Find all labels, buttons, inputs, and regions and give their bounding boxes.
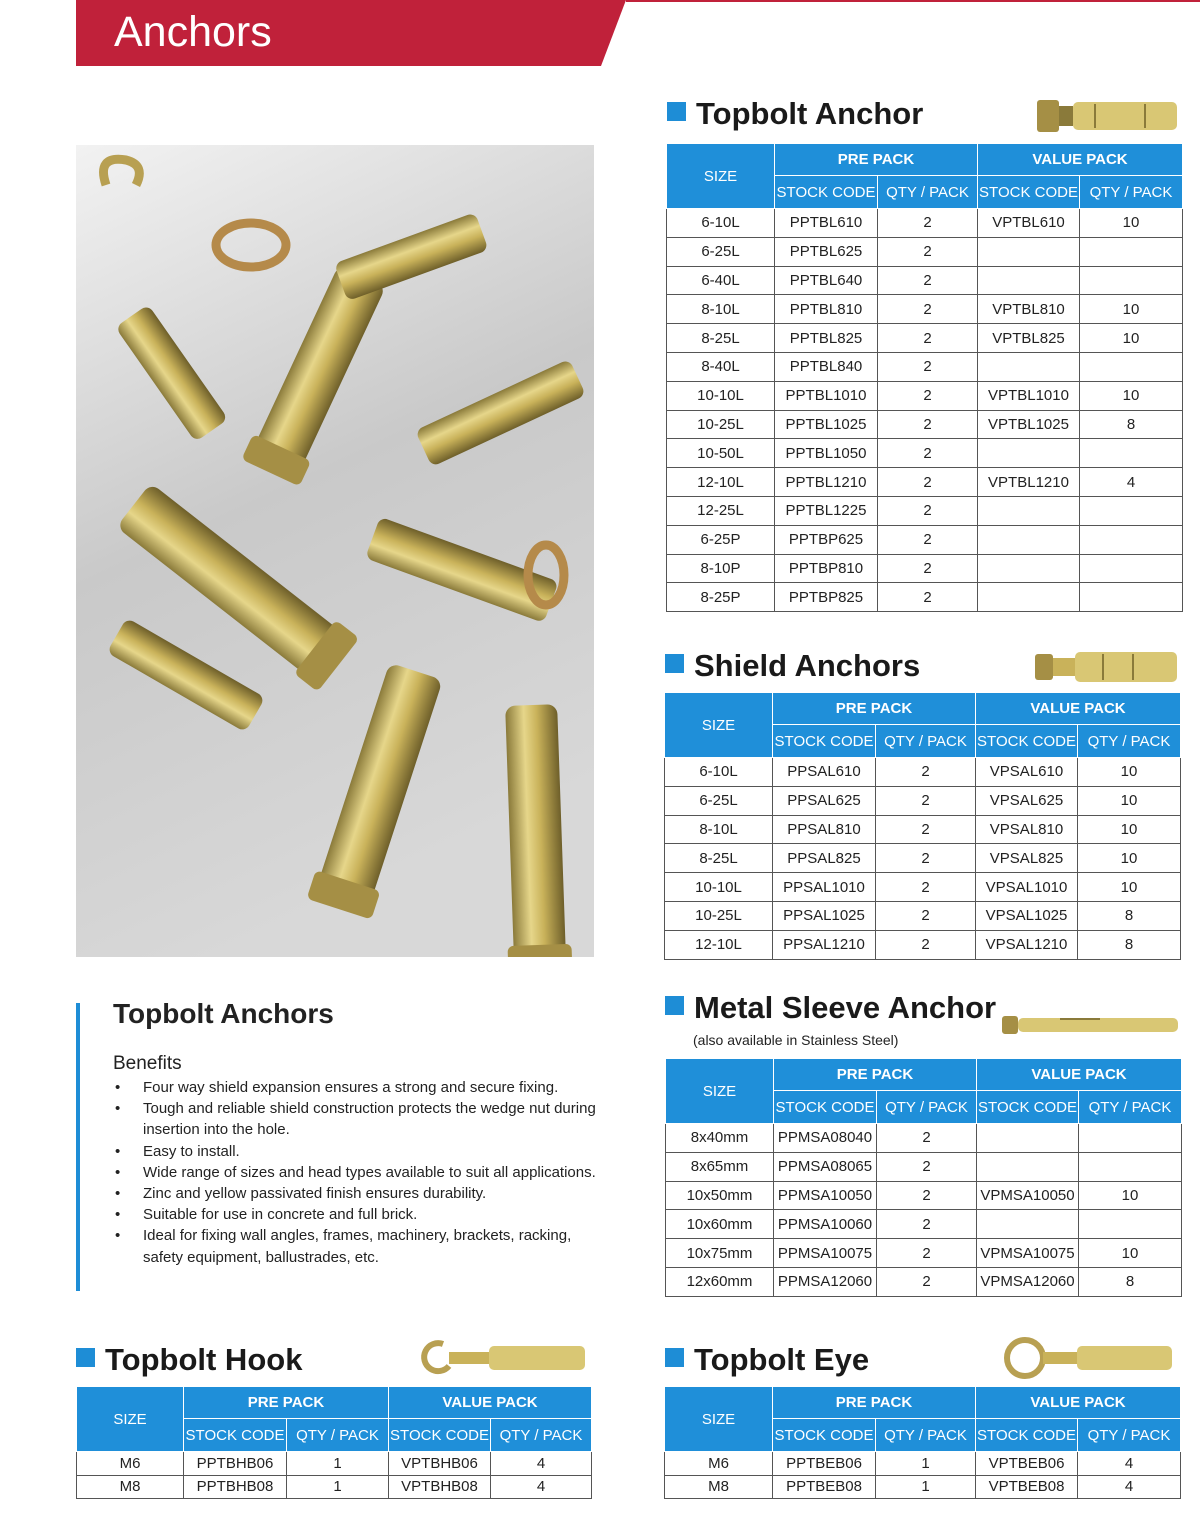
table-row [665,1452,1181,1476]
cell-pre-pack-qty: 1 [876,1475,976,1499]
square-bullet-icon [76,1348,95,1367]
benefit-item: • Four way shield expansion ensures a strong and secure fixing. [113,1077,603,1098]
cell-value-pack-stock-code: VPTBEB08 [976,1475,1078,1499]
cell-value-pack-qty [1079,1152,1182,1181]
benefit-item: • Wide range of sizes and head types available to suit all applications. [113,1162,603,1183]
cell-pre-pack-qty: 1 [287,1475,389,1499]
cell-pre-pack-stock-code: PPMSA08040 [774,1124,877,1153]
square-bullet-icon [665,654,684,673]
cell-pre-pack-stock-code: PPTBL1025 [775,410,878,439]
column-header-size: SIZE [665,1387,773,1452]
cell-pre-pack-qty: 2 [876,901,976,930]
cell-pre-pack-qty: 2 [876,758,976,787]
table-row [667,324,1183,353]
table-row [666,1239,1182,1268]
table-row [667,209,1183,238]
benefit-item: • Suitable for use in concrete and full brick. [113,1204,603,1225]
cell-pre-pack-stock-code: PPMSA10060 [774,1210,877,1239]
column-header-stock-code: STOCK CODE [977,1091,1079,1124]
column-header-stock-code: STOCK CODE [976,725,1078,758]
table-row [667,352,1183,381]
cell-value-pack-qty: 8 [1079,1267,1182,1296]
cell-size: 12x60mm [666,1267,774,1296]
column-header-size: SIZE [666,1059,774,1124]
cell-pre-pack-qty: 2 [876,873,976,902]
page-title: Anchors [114,8,272,56]
cell-value-pack-qty [1080,554,1183,583]
column-header-qty-pack: QTY / PACK [877,1091,977,1124]
cell-size: 6-25P [667,525,775,554]
column-header-pre-pack: PRE PACK [773,1387,976,1419]
cell-size: M6 [77,1452,184,1476]
column-header-qty-pack: QTY / PACK [1080,176,1183,209]
cell-value-pack-stock-code: VPTBL825 [978,324,1080,353]
cell-value-pack-stock-code: VPTBL1025 [978,410,1080,439]
table-row [667,266,1183,295]
cell-size: 8x65mm [666,1152,774,1181]
column-header-value-pack: VALUE PACK [389,1387,592,1419]
table-row [667,439,1183,468]
column-header-value-pack: VALUE PACK [978,144,1183,176]
cell-size: M8 [77,1475,184,1499]
product-photo [76,145,594,957]
column-header-qty-pack: QTY / PACK [1078,725,1181,758]
column-header-qty-pack: QTY / PACK [878,176,978,209]
cell-value-pack-qty [1079,1210,1182,1239]
column-header-value-pack: VALUE PACK [976,1387,1181,1419]
cell-value-pack-qty: 10 [1078,873,1181,902]
cell-value-pack-qty: 10 [1080,209,1183,238]
cell-pre-pack-qty: 2 [877,1267,977,1296]
cell-value-pack-stock-code: VPSAL1210 [976,930,1078,959]
cell-value-pack-qty: 10 [1079,1181,1182,1210]
cell-size: 6-10L [665,758,773,787]
column-header-qty-pack: QTY / PACK [876,725,976,758]
table-row [667,381,1183,410]
metal-sleeve-anchor-product-icon [1000,1010,1182,1040]
cell-value-pack-qty: 4 [1078,1475,1181,1499]
cell-size: 10-10L [665,873,773,902]
cell-pre-pack-qty: 2 [878,352,978,381]
cell-pre-pack-qty: 2 [878,439,978,468]
topbolt-anchor-table [666,143,1183,612]
column-header-pre-pack: PRE PACK [184,1387,389,1419]
cell-pre-pack-stock-code: PPTBHB08 [184,1475,287,1499]
table-row [666,1124,1182,1153]
benefits-subtitle: Benefits [113,1053,182,1074]
cell-size: 8-25L [665,844,773,873]
cell-pre-pack-stock-code: PPTBHB06 [184,1452,287,1476]
cell-value-pack-stock-code: VPSAL610 [976,758,1078,787]
topbolt-anchor-product-icon [1035,96,1180,136]
cell-value-pack-qty: 8 [1080,410,1183,439]
topbolt-hook-title-text: Topbolt Hook [105,1342,303,1377]
cell-size: 8-10P [667,554,775,583]
cell-pre-pack-qty: 2 [876,930,976,959]
cell-size: M8 [665,1475,773,1499]
cell-pre-pack-stock-code: PPTBL1210 [775,468,878,497]
cell-pre-pack-stock-code: PPTBL625 [775,237,878,266]
cell-value-pack-stock-code: VPSAL625 [976,786,1078,815]
topbolt-hook-product-icon [415,1334,588,1382]
table-row [665,844,1181,873]
column-header-qty-pack: QTY / PACK [491,1419,592,1452]
table-row [667,295,1183,324]
cell-value-pack-stock-code [978,496,1080,525]
column-header-stock-code: STOCK CODE [389,1419,491,1452]
benefit-item: • Easy to install. [113,1141,603,1162]
cell-value-pack-stock-code: VPMSA10075 [977,1239,1079,1268]
cell-pre-pack-qty: 2 [878,583,978,612]
cell-value-pack-qty: 4 [1078,1452,1181,1476]
column-header-value-pack: VALUE PACK [977,1059,1182,1091]
topbolt-hook-title [76,1342,302,1378]
cell-pre-pack-qty: 1 [287,1452,389,1476]
cell-pre-pack-stock-code: PPMSA10075 [774,1239,877,1268]
table-row [666,1210,1182,1239]
table-row [667,496,1183,525]
table-row [665,786,1181,815]
column-header-stock-code: STOCK CODE [774,1091,877,1124]
cell-value-pack-stock-code [977,1210,1079,1239]
table-row [665,758,1181,787]
column-header-stock-code: STOCK CODE [184,1419,287,1452]
cell-value-pack-stock-code [977,1124,1079,1153]
cell-pre-pack-stock-code: PPMSA10050 [774,1181,877,1210]
cell-size: 10x75mm [666,1239,774,1268]
table-row [666,1152,1182,1181]
cell-value-pack-stock-code [978,352,1080,381]
cell-value-pack-qty [1080,525,1183,554]
cell-value-pack-qty: 10 [1080,295,1183,324]
cell-size: 10-25L [665,901,773,930]
cell-value-pack-qty [1080,583,1183,612]
column-header-pre-pack: PRE PACK [774,1059,977,1091]
cell-value-pack-stock-code [978,554,1080,583]
benefits-accent-bar [76,1003,80,1291]
cell-pre-pack-stock-code: PPSAL1025 [773,901,876,930]
cell-value-pack-qty [1080,439,1183,468]
column-header-qty-pack: QTY / PACK [876,1419,976,1452]
table-row [77,1452,592,1476]
cell-value-pack-qty: 4 [491,1452,592,1476]
cell-pre-pack-qty: 2 [877,1239,977,1268]
metal-sleeve-title [665,990,996,1026]
column-header-qty-pack: QTY / PACK [1079,1091,1182,1124]
cell-value-pack-stock-code: VPSAL825 [976,844,1078,873]
column-header-stock-code: STOCK CODE [773,725,876,758]
benefit-item: • Zinc and yellow passivated finish ensures durability. [113,1183,603,1204]
cell-pre-pack-qty: 2 [878,410,978,439]
table-row [665,901,1181,930]
square-bullet-icon [665,996,684,1015]
cell-pre-pack-stock-code: PPTBL610 [775,209,878,238]
table-row [667,237,1183,266]
cell-size: 10-50L [667,439,775,468]
cell-value-pack-stock-code: VPSAL1025 [976,901,1078,930]
cell-size: 12-10L [667,468,775,497]
cell-size: 10-25L [667,410,775,439]
column-header-pre-pack: PRE PACK [773,693,976,725]
cell-value-pack-qty [1080,352,1183,381]
column-header-pre-pack: PRE PACK [775,144,978,176]
cell-value-pack-stock-code: VPTBL1010 [978,381,1080,410]
cell-pre-pack-stock-code: PPTBL825 [775,324,878,353]
column-header-size: SIZE [77,1387,184,1452]
cell-value-pack-stock-code: VPSAL810 [976,815,1078,844]
cell-value-pack-qty: 10 [1078,844,1181,873]
table-row [667,554,1183,583]
cell-pre-pack-qty: 2 [878,381,978,410]
cell-pre-pack-stock-code: PPMSA12060 [774,1267,877,1296]
column-header-qty-pack: QTY / PACK [1078,1419,1181,1452]
cell-value-pack-qty [1080,237,1183,266]
cell-pre-pack-stock-code: PPTBL1225 [775,496,878,525]
cell-pre-pack-qty: 2 [878,237,978,266]
table-row [667,525,1183,554]
table-row [667,583,1183,612]
cell-value-pack-stock-code: VPTBEB06 [976,1452,1078,1476]
cell-size: 8-25L [667,324,775,353]
table-row [665,930,1181,959]
shield-anchors-title-text: Shield Anchors [694,648,921,683]
cell-pre-pack-qty: 2 [876,815,976,844]
cell-pre-pack-qty: 2 [878,554,978,583]
cell-pre-pack-stock-code: PPSAL625 [773,786,876,815]
cell-size: 6-10L [667,209,775,238]
cell-value-pack-stock-code [978,583,1080,612]
cell-value-pack-stock-code [977,1152,1079,1181]
cell-pre-pack-qty: 2 [877,1181,977,1210]
cell-pre-pack-stock-code: PPTBL640 [775,266,878,295]
cell-size: 6-25L [667,237,775,266]
cell-value-pack-qty: 8 [1078,901,1181,930]
cell-value-pack-stock-code: VPSAL1010 [976,873,1078,902]
cell-pre-pack-qty: 2 [876,844,976,873]
metal-sleeve-title-text: Metal Sleeve Anchor [694,990,997,1025]
cell-value-pack-stock-code: VPMSA12060 [977,1267,1079,1296]
cell-size: 12-10L [665,930,773,959]
table-row [667,410,1183,439]
column-header-stock-code: STOCK CODE [978,176,1080,209]
cell-size: 8-10L [667,295,775,324]
cell-pre-pack-stock-code: PPTBEB06 [773,1452,876,1476]
cell-pre-pack-qty: 2 [877,1124,977,1153]
cell-value-pack-stock-code: VPMSA10050 [977,1181,1079,1210]
shield-anchors-table [664,692,1181,960]
cell-pre-pack-qty: 2 [877,1210,977,1239]
cell-pre-pack-qty: 2 [878,324,978,353]
table-row [665,873,1181,902]
benefits-title: Topbolt Anchors [113,998,334,1029]
column-header-stock-code: STOCK CODE [773,1419,876,1452]
table-row [665,815,1181,844]
cell-size: M6 [665,1452,773,1476]
topbolt-anchor-title [667,96,923,132]
cell-pre-pack-stock-code: PPSAL825 [773,844,876,873]
cell-pre-pack-stock-code: PPSAL1010 [773,873,876,902]
table-row [666,1267,1182,1296]
cell-value-pack-qty: 10 [1080,381,1183,410]
cell-pre-pack-qty: 2 [877,1152,977,1181]
cell-size: 6-25L [665,786,773,815]
column-header-size: SIZE [667,144,775,209]
cell-pre-pack-qty: 2 [878,295,978,324]
cell-value-pack-qty: 10 [1078,786,1181,815]
benefit-item: • Ideal for fixing wall angles, frames, machinery, brackets, racking, safety equipment, ballustrades, etc. [113,1225,603,1267]
cell-value-pack-stock-code [978,439,1080,468]
cell-pre-pack-stock-code: PPTBP625 [775,525,878,554]
cell-size: 8-40L [667,352,775,381]
cell-value-pack-stock-code: VPTBHB08 [389,1475,491,1499]
table-row [665,1475,1181,1499]
cell-value-pack-qty: 8 [1078,930,1181,959]
topbolt-eye-title [665,1342,869,1378]
cell-value-pack-qty [1080,496,1183,525]
cell-size: 8-10L [665,815,773,844]
cell-value-pack-stock-code: VPTBHB06 [389,1452,491,1476]
column-header-value-pack: VALUE PACK [976,693,1181,725]
cell-size: 8-25P [667,583,775,612]
cell-pre-pack-stock-code: PPTBL810 [775,295,878,324]
table-row [667,468,1183,497]
cell-pre-pack-stock-code: PPTBP825 [775,583,878,612]
topbolt-anchor-title-text: Topbolt Anchor [696,96,924,131]
cell-value-pack-qty [1080,266,1183,295]
cell-size: 10x50mm [666,1181,774,1210]
cell-pre-pack-qty: 2 [878,468,978,497]
cell-value-pack-stock-code [978,237,1080,266]
table-row [666,1181,1182,1210]
topbolt-eye-product-icon [1003,1334,1175,1382]
column-header-stock-code: STOCK CODE [976,1419,1078,1452]
shield-anchor-product-icon [1033,648,1180,686]
column-header-qty-pack: QTY / PACK [287,1419,389,1452]
cell-value-pack-stock-code: VPTBL610 [978,209,1080,238]
column-header-size: SIZE [665,693,773,758]
cell-value-pack-qty [1079,1124,1182,1153]
cell-pre-pack-qty: 2 [878,266,978,295]
metal-sleeve-table [665,1058,1182,1297]
cell-pre-pack-stock-code: PPTBL1050 [775,439,878,468]
cell-size: 10x60mm [666,1210,774,1239]
cell-size: 10-10L [667,381,775,410]
cell-value-pack-qty: 10 [1078,815,1181,844]
cell-value-pack-qty: 10 [1079,1239,1182,1268]
cell-pre-pack-qty: 2 [878,209,978,238]
topbolt-hook-table [76,1386,592,1499]
cell-pre-pack-stock-code: PPTBL840 [775,352,878,381]
topbolt-eye-table [664,1386,1181,1499]
topbolt-eye-title-text: Topbolt Eye [694,1342,870,1377]
cell-value-pack-stock-code [978,266,1080,295]
cell-pre-pack-qty: 2 [878,496,978,525]
cell-pre-pack-stock-code: PPMSA08065 [774,1152,877,1181]
shield-anchors-title [665,648,920,684]
cell-value-pack-qty: 10 [1078,758,1181,787]
cell-pre-pack-stock-code: PPTBP810 [775,554,878,583]
cell-size: 8x40mm [666,1124,774,1153]
metal-sleeve-note: (also available in Stainless Steel) [693,1032,899,1048]
cell-pre-pack-qty: 2 [876,786,976,815]
cell-value-pack-stock-code: VPTBL1210 [978,468,1080,497]
benefits-list [113,1077,603,1268]
cell-pre-pack-stock-code: PPSAL810 [773,815,876,844]
cell-pre-pack-stock-code: PPTBL1010 [775,381,878,410]
cell-pre-pack-stock-code: PPSAL610 [773,758,876,787]
cell-pre-pack-stock-code: PPSAL1210 [773,930,876,959]
cell-pre-pack-qty: 2 [878,525,978,554]
cell-pre-pack-qty: 1 [876,1452,976,1476]
cell-size: 6-40L [667,266,775,295]
cell-size: 12-25L [667,496,775,525]
cell-value-pack-stock-code: VPTBL810 [978,295,1080,324]
cell-pre-pack-stock-code: PPTBEB08 [773,1475,876,1499]
cell-value-pack-qty: 10 [1080,324,1183,353]
benefit-item: • Tough and reliable shield construction protects the wedge nut during insertion into the hole. [113,1098,603,1140]
column-header-stock-code: STOCK CODE [775,176,878,209]
cell-value-pack-qty: 4 [1080,468,1183,497]
cell-value-pack-qty: 4 [491,1475,592,1499]
square-bullet-icon [667,102,686,121]
table-row [77,1475,592,1499]
cell-value-pack-stock-code [978,525,1080,554]
square-bullet-icon [665,1348,684,1367]
